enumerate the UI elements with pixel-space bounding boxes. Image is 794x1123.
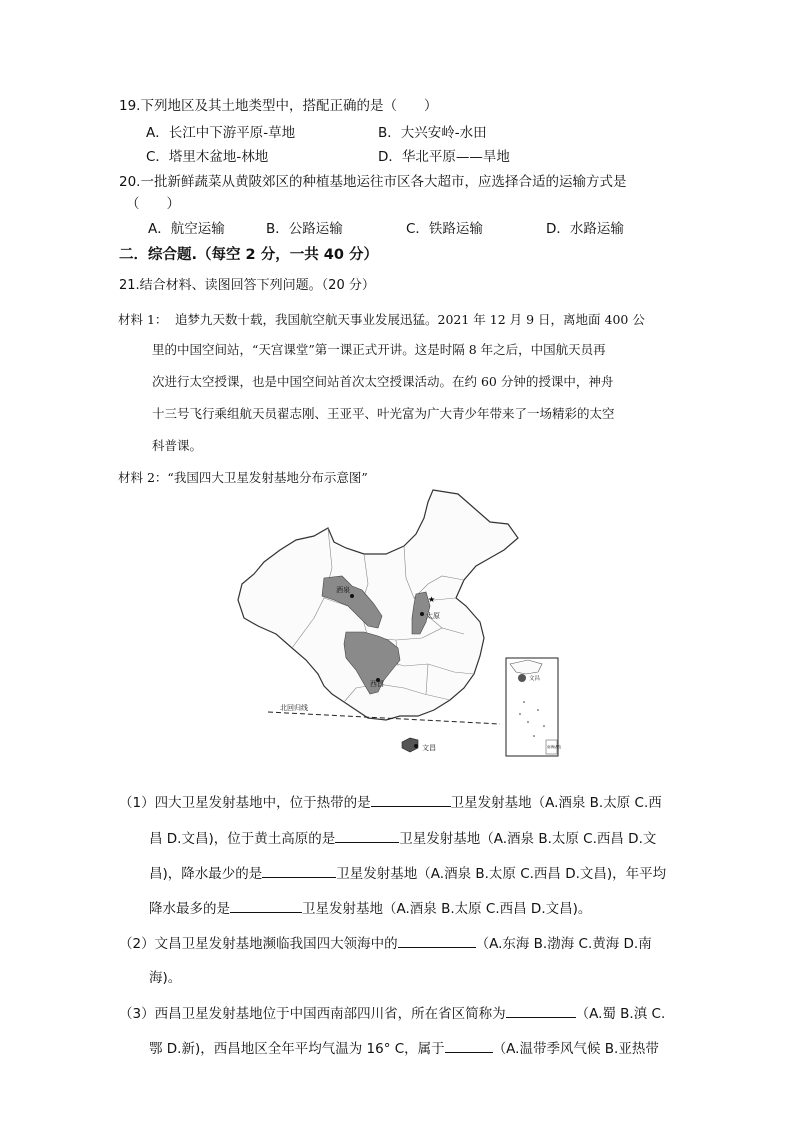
answer-blank-5[interactable] xyxy=(398,933,476,948)
material1-line-3: 次进行太空授课，也是中国空间站首次太空授课活动。在约 60 分钟的授课中，神舟 xyxy=(152,374,614,389)
q21-sub1-line1: （1）四大卫星发射基地中，位于热带的是 卫星发射基地（A.酒泉 B.太原 C.西 xyxy=(119,792,662,813)
tropic-label: 北回归线 xyxy=(280,704,308,712)
material2-caption: 材料 2：“我国四大卫星发射基地分布示意图” xyxy=(118,470,368,485)
answer-blank-6[interactable] xyxy=(506,1003,576,1018)
material1-line-2: 里的中国空间站，“天宫课堂”第一课正式开讲。这是时隔 8 年之后，中国航天员再 xyxy=(152,342,606,357)
q21-sub1-line2: 昌 D.文昌)，位于黄土高原的是 卫星发射基地（A.酒泉 B.太原 C.西昌 D.文 xyxy=(149,828,656,849)
q21-stem: 21.结合材料、读图回答下列问题。（20 分） xyxy=(119,278,375,293)
material1-label: 材料 1： xyxy=(118,312,168,327)
wenchang-marker xyxy=(414,744,418,748)
q21-sub3-line1: （3）西昌卫星发射基地位于中国西南部四川省，所在省区简称为 （A.蜀 B.滇 C. xyxy=(119,1003,665,1024)
answer-blank-4[interactable] xyxy=(230,898,302,913)
q20-option-a[interactable]: A．航空运输 xyxy=(148,221,225,237)
q19-stem: 19.下列地区及其土地类型中，搭配正确的是（ ） xyxy=(119,98,438,114)
q21-sub3-line2: 鄂 D.新)，西昌地区全年平均气温为 16° C，属于 （A.温带季风气候 B.亚热带 xyxy=(149,1038,659,1059)
taiyuan-label: 太原 xyxy=(426,612,440,620)
q20-option-d[interactable]: D．水路运输 xyxy=(546,221,624,237)
q21-sub2-line1: （2）文昌卫星发射基地濒临我国四大领海中的 （A.东海 B.渤海 C.黄海 D.南 xyxy=(119,933,652,954)
section2-title: 二．综合题.（每空 2 分，一共 40 分） xyxy=(119,247,378,263)
answer-blank-7[interactable] xyxy=(445,1038,493,1053)
q19-option-c[interactable]: C．塔里木盆地-林地 xyxy=(146,149,269,165)
inset-label: 南海诸岛 xyxy=(547,745,562,749)
q20-option-c[interactable]: C．铁路运输 xyxy=(406,221,483,237)
answer-blank-2[interactable] xyxy=(335,828,399,843)
jiuquan-marker xyxy=(350,594,354,598)
jiuquan-label: 酒泉 xyxy=(336,586,350,594)
q20-stem: 20.一批新鲜蔬菜从黄陂郊区的种植基地运往市区各大超市，应选择合适的运输方式是 xyxy=(119,174,627,190)
q21-sub2-line2: 海)。 xyxy=(149,970,182,986)
wenchang-label: 文昌 xyxy=(422,744,436,752)
answer-blank-3[interactable] xyxy=(262,863,336,878)
taiyuan-marker xyxy=(420,612,424,616)
material1-line-5: 科普课。 xyxy=(152,438,203,453)
q21-sub1-line4: 降水最多的是 卫星发射基地（A.酒泉 B.太原 C.西昌 D.文昌)。 xyxy=(149,898,591,919)
material1-line-4: 十三号飞行乘组航天员翟志刚、王亚平、叶光富为广大青少年带来了一场精彩的太空 xyxy=(152,406,615,421)
q20-option-b[interactable]: B．公路运输 xyxy=(266,221,343,237)
beijing-star-icon: ★ xyxy=(428,595,436,604)
china-launch-sites-map xyxy=(228,488,562,760)
material1-line-1: 追梦九天数十载，我国航空航天事业发展迅猛。2021 年 12 月 9 日，离地面 400 公 xyxy=(175,312,645,327)
inset-wenchang-label: 文昌 xyxy=(529,676,541,682)
q19-option-b[interactable]: B．大兴安岭-水田 xyxy=(378,125,487,141)
q19-option-d[interactable]: D．华北平原——旱地 xyxy=(378,149,510,165)
q21-sub1-line3: 昌)，降水最少的是 卫星发射基地（A.酒泉 B.太原 C.西昌 D.文昌)，年平均 xyxy=(149,863,666,884)
xichang-label: 西昌 xyxy=(370,680,384,688)
answer-blank-1[interactable] xyxy=(371,792,451,807)
q19-option-a[interactable]: A．长江中下游平原-草地 xyxy=(146,125,296,141)
q20-answer-paren: （ ） xyxy=(126,196,180,212)
